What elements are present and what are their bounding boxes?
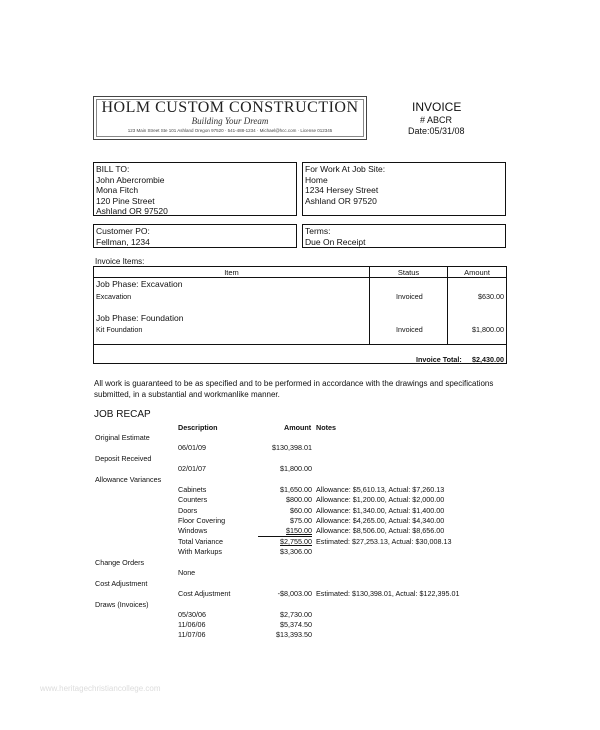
recap-allowance-amount: $1,650.00 [280,485,312,494]
recap-allowance-amount: $800.00 [286,495,312,504]
recap-section-draws: Draws (Invoices) [95,600,149,609]
bill-to-line: 120 Pine Street [96,195,155,206]
recap-allowance-note: Allowance: $1,340.00, Actual: $1,400.00 [316,506,445,515]
bill-to-line: Mona Fitch [96,185,139,195]
recap-section-change-orders: Change Orders [95,558,145,567]
table-header-divider [94,277,506,278]
invoice-items-caption: Invoice Items: [95,257,145,266]
customer-po-box [93,224,297,248]
recap-original-amount: $130,398.01 [272,443,312,452]
recap-draw-desc: 11/06/06 [178,620,206,629]
recap-allowance-note: Allowance: $5,610.13, Actual: $7,260.13 [316,485,445,494]
guarantee-statement: All work is guaranteed to be as specified and to be performed in accordance with the drawings and specifications submitted, in a substantial and workmanlike manner. [94,379,494,399]
invoice-number: # ABCR [420,115,453,125]
recap-cost-adjustment-desc: Cost Adjustment [178,589,231,598]
recap-allowance-note: Allowance: $8,506.00, Actual: $8,656.00 [316,526,445,535]
terms-box [302,224,506,248]
bill-to-line: John Abercrombie [96,174,165,185]
item-status: Invoiced [396,325,423,334]
company-logo [93,96,367,140]
job-site-line: Home [305,174,328,185]
recap-allowance-desc: Doors [178,506,198,515]
recap-original-desc: 06/01/09 [178,443,206,452]
item-amount: $630.00 [478,292,504,301]
recap-draw-desc: 05/30/06 [178,610,206,619]
customer-po-label: Customer PO: [96,226,150,236]
table-column-divider [369,267,370,344]
company-name: HOLM CUSTOM CONSTRUCTION [101,99,359,116]
bill-to-label: BILL TO: [96,164,130,174]
invoice-date: Date:05/31/08 [408,126,465,136]
watermark: www.heritagechristiancollege.com [40,684,161,693]
recap-allowance-desc: Windows [178,526,208,535]
recap-change-orders-value: None [178,568,196,577]
recap-cost-adjustment-amount: -$8,003.00 [277,589,312,598]
status-column-header: Status [397,268,420,277]
item-column-header: Item [224,268,239,277]
company-address: 123 Main Street Ste 101 Ashland Oregon 97520 · 541-488-1234 · Michael@hcc.com · License 012345 [127,128,333,133]
invoice-total-label: Invoice Total: [416,355,462,364]
recap-section-deposit-received: Deposit Received [95,454,152,463]
recap-section-original-estimate: Original Estimate [95,433,150,442]
customer-po-value: Fellman, 1234 [96,236,150,247]
recap-description-header: Description [178,423,218,432]
recap-allowance-amount: $75.00 [290,516,312,525]
item-phase: Job Phase: Excavation [96,279,183,289]
amount-column-header: Amount [464,268,490,277]
invoice-items-table [93,266,507,364]
job-site-box [302,162,506,216]
item-detail: Excavation [96,292,132,301]
recap-allowance-amount: $150.00 [286,526,312,535]
recap-with-markups-amount: $3,306.00 [280,547,312,556]
recap-amount-header: Amount [284,423,312,432]
item-amount: $1,800.00 [472,325,504,334]
recap-total-variance-desc: Total Variance [178,537,224,546]
table-body-divider [94,344,506,345]
invoice-title: INVOICE [412,100,462,114]
recap-with-markups-desc: With Markups [178,547,222,556]
company-tagline: Building Your Dream [191,116,269,126]
recap-section-cost-adjustment: Cost Adjustment [95,579,148,588]
bill-to-box [93,162,297,216]
recap-allowance-note: Allowance: $4,265.00, Actual: $4,340.00 [316,516,445,525]
job-recap-title: JOB RECAP [94,409,151,420]
item-phase: Job Phase: Foundation [96,313,184,323]
recap-deposit-desc: 02/01/07 [178,464,206,473]
invoice-total-value: $2,430.00 [472,355,504,364]
recap-allowance-desc: Counters [178,495,208,504]
job-site-label: For Work At Job Site: [305,164,386,174]
job-site-line: Ashland OR 97520 [305,195,377,206]
recap-total-variance-amount: $2,755.00 [280,537,312,546]
recap-allowance-desc: Cabinets [178,485,207,494]
item-status: Invoiced [396,292,423,301]
terms-value: Due On Receipt [305,236,366,247]
bill-to-line: Ashland OR 97520 [96,206,168,216]
terms-label: Terms: [305,226,331,236]
item-detail: Kit Foundation [96,325,143,334]
recap-allowance-desc: Floor Covering [178,516,226,525]
recap-allowance-note: Allowance: $1,200.00, Actual: $2,000.00 [316,495,445,504]
recap-total-variance-note: Estimated: $27,253.13, Actual: $30,008.13 [316,537,452,546]
recap-deposit-amount: $1,800.00 [280,464,312,473]
recap-section-allowance-variances: Allowance Variances [95,475,162,484]
recap-draw-amount: $2,730.00 [280,610,312,619]
recap-cost-adjustment-note: Estimated: $130,398.01, Actual: $122,395.01 [316,589,460,598]
recap-draw-amount: $5,374.50 [280,620,312,629]
recap-allowance-amount: $60.00 [290,506,312,515]
recap-draw-desc: 11/07/06 [178,630,206,639]
recap-draw-amount: $13,393.50 [276,630,312,639]
job-site-line: 1234 Hersey Street [305,185,379,195]
recap-notes-header: Notes [316,423,336,432]
